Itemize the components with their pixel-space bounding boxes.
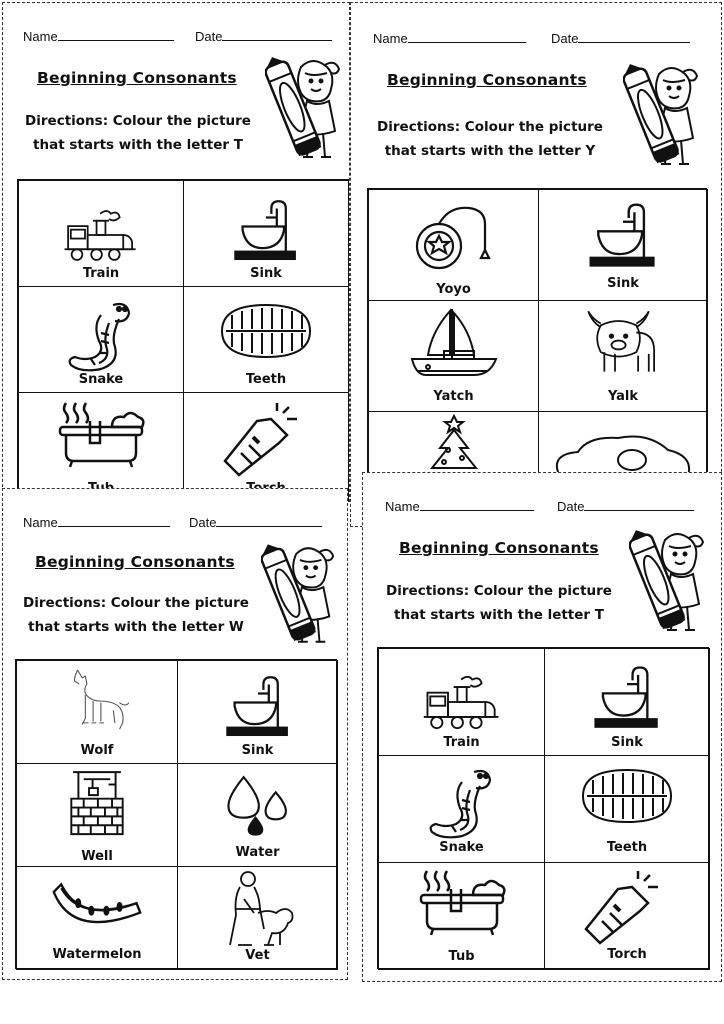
date-label: Date: [557, 499, 585, 514]
sink-icon: [222, 675, 294, 739]
picture-label: Snake: [78, 372, 124, 387]
picture-cell[interactable]: [16, 763, 178, 867]
sink-icon: [230, 199, 302, 263]
girl-holding-crayon-icon: [623, 57, 703, 173]
worksheet-title: Beginning Consonants: [387, 71, 587, 89]
directions-line-1: Directions: Colour the picture: [25, 113, 251, 129]
picture-label: Yoyo: [436, 282, 471, 297]
picture-label: Vet: [245, 948, 270, 963]
date-label: Date: [551, 31, 579, 46]
date-field: [189, 515, 322, 530]
picture-cell[interactable]: [177, 660, 338, 764]
picture-cell[interactable]: [544, 755, 710, 863]
well-icon: [66, 766, 128, 842]
watermelon-icon: [50, 873, 144, 939]
worksheet-top-left: [2, 2, 350, 502]
picture-cell[interactable]: [538, 300, 708, 412]
snake-icon: [422, 760, 502, 840]
sailboat-icon: [404, 305, 504, 385]
date-label: Date: [195, 29, 223, 44]
picture-label: Sink: [241, 743, 274, 758]
picture-cell[interactable]: [538, 189, 708, 301]
picture-cell[interactable]: [378, 648, 545, 756]
picture-cell[interactable]: [177, 866, 338, 970]
worksheet-top-right: [350, 2, 722, 527]
girl-holding-crayon-icon: [629, 525, 709, 637]
picture-label: Water: [235, 845, 280, 860]
directions-line-1: Directions: Colour the picture: [386, 583, 612, 599]
picture-cell[interactable]: [16, 660, 178, 764]
picture-cell[interactable]: [378, 862, 545, 970]
worksheet-bottom-right: [362, 472, 722, 982]
girl-holding-crayon-icon: [265, 53, 345, 163]
picture-label: Teeth: [245, 372, 287, 387]
picture-cell[interactable]: [544, 648, 710, 756]
christmas-tree-icon: [414, 414, 494, 474]
picture-label: Tub: [448, 949, 475, 964]
picture-cell[interactable]: [16, 866, 178, 970]
directions: [375, 579, 623, 627]
worksheet-bottom-left: [2, 488, 348, 980]
directions: [15, 109, 261, 157]
tub-icon: [56, 399, 146, 469]
name-label: Name: [23, 29, 58, 44]
snake-icon: [61, 293, 141, 373]
name-label: Name: [373, 31, 408, 46]
sink-icon: [590, 665, 664, 731]
picture-grid: [15, 659, 337, 969]
picture-cell[interactable]: [183, 286, 349, 393]
name-field: [385, 499, 534, 514]
worksheet-title: Beginning Consonants: [35, 553, 235, 571]
picture-label: Yalk: [607, 389, 639, 404]
picture-cell[interactable]: [368, 189, 539, 301]
directions-line-1: Directions: Colour the picture: [23, 595, 249, 611]
girl-holding-crayon-icon: [261, 539, 339, 649]
picture-label: Torch: [607, 947, 647, 962]
picture-cell[interactable]: [183, 180, 349, 287]
picture-label: Train: [443, 735, 480, 750]
vet-icon: [218, 869, 298, 949]
directions: [365, 115, 615, 163]
picture-label: Snake: [439, 840, 484, 855]
directions-line-1: Directions: Colour the picture: [377, 119, 603, 135]
worksheet-title: Beginning Consonants: [37, 69, 237, 87]
teeth-icon: [577, 766, 677, 826]
picture-cell[interactable]: [18, 392, 184, 502]
picture-label: Wolf: [80, 743, 114, 758]
picture-cell[interactable]: [18, 286, 184, 393]
picture-cell[interactable]: [544, 862, 710, 970]
picture-cell[interactable]: [183, 392, 349, 502]
name-field: [23, 515, 170, 530]
worksheet-title: Beginning Consonants: [399, 539, 599, 557]
directions: [13, 591, 259, 639]
train-icon: [61, 207, 141, 263]
picture-cell[interactable]: [368, 300, 539, 412]
yoyo-icon: [409, 202, 499, 272]
name-field: [373, 31, 526, 46]
torch-icon: [582, 865, 672, 945]
picture-label: Sink: [250, 266, 282, 281]
sink-icon: [585, 202, 661, 270]
directions-line-2: that starts with the letter Y: [384, 143, 596, 159]
directions-line-2: that starts with the letter T: [394, 607, 604, 623]
date-field: [195, 29, 332, 44]
water-drops-icon: [220, 772, 296, 838]
date-field: [551, 31, 690, 46]
picture-label: Teeth: [606, 840, 648, 855]
picture-label: Sink: [611, 735, 643, 750]
picture-label: Train: [82, 266, 120, 281]
wolf-icon: [62, 665, 132, 731]
name-label: Name: [23, 515, 58, 530]
teeth-icon: [216, 301, 316, 361]
directions-line-2: that starts with the letter W: [28, 619, 244, 635]
yak-icon: [583, 307, 663, 383]
picture-label: Sink: [607, 276, 639, 291]
picture-cell[interactable]: [378, 755, 545, 863]
name-label: Name: [385, 499, 420, 514]
picture-label: Yatch: [433, 389, 474, 404]
date-label: Date: [189, 515, 217, 530]
picture-grid: [377, 647, 709, 969]
directions-line-2: that starts with the letter T: [33, 137, 243, 153]
picture-cell[interactable]: [177, 763, 338, 867]
date-field: [557, 499, 694, 514]
picture-label: Well: [81, 849, 113, 864]
picture-cell[interactable]: [18, 180, 184, 287]
picture-grid: [17, 179, 349, 502]
tub-icon: [417, 867, 507, 937]
train-icon: [420, 673, 504, 731]
name-field: [23, 29, 174, 44]
torch-icon: [221, 397, 311, 477]
picture-label: Watermelon: [52, 947, 142, 962]
